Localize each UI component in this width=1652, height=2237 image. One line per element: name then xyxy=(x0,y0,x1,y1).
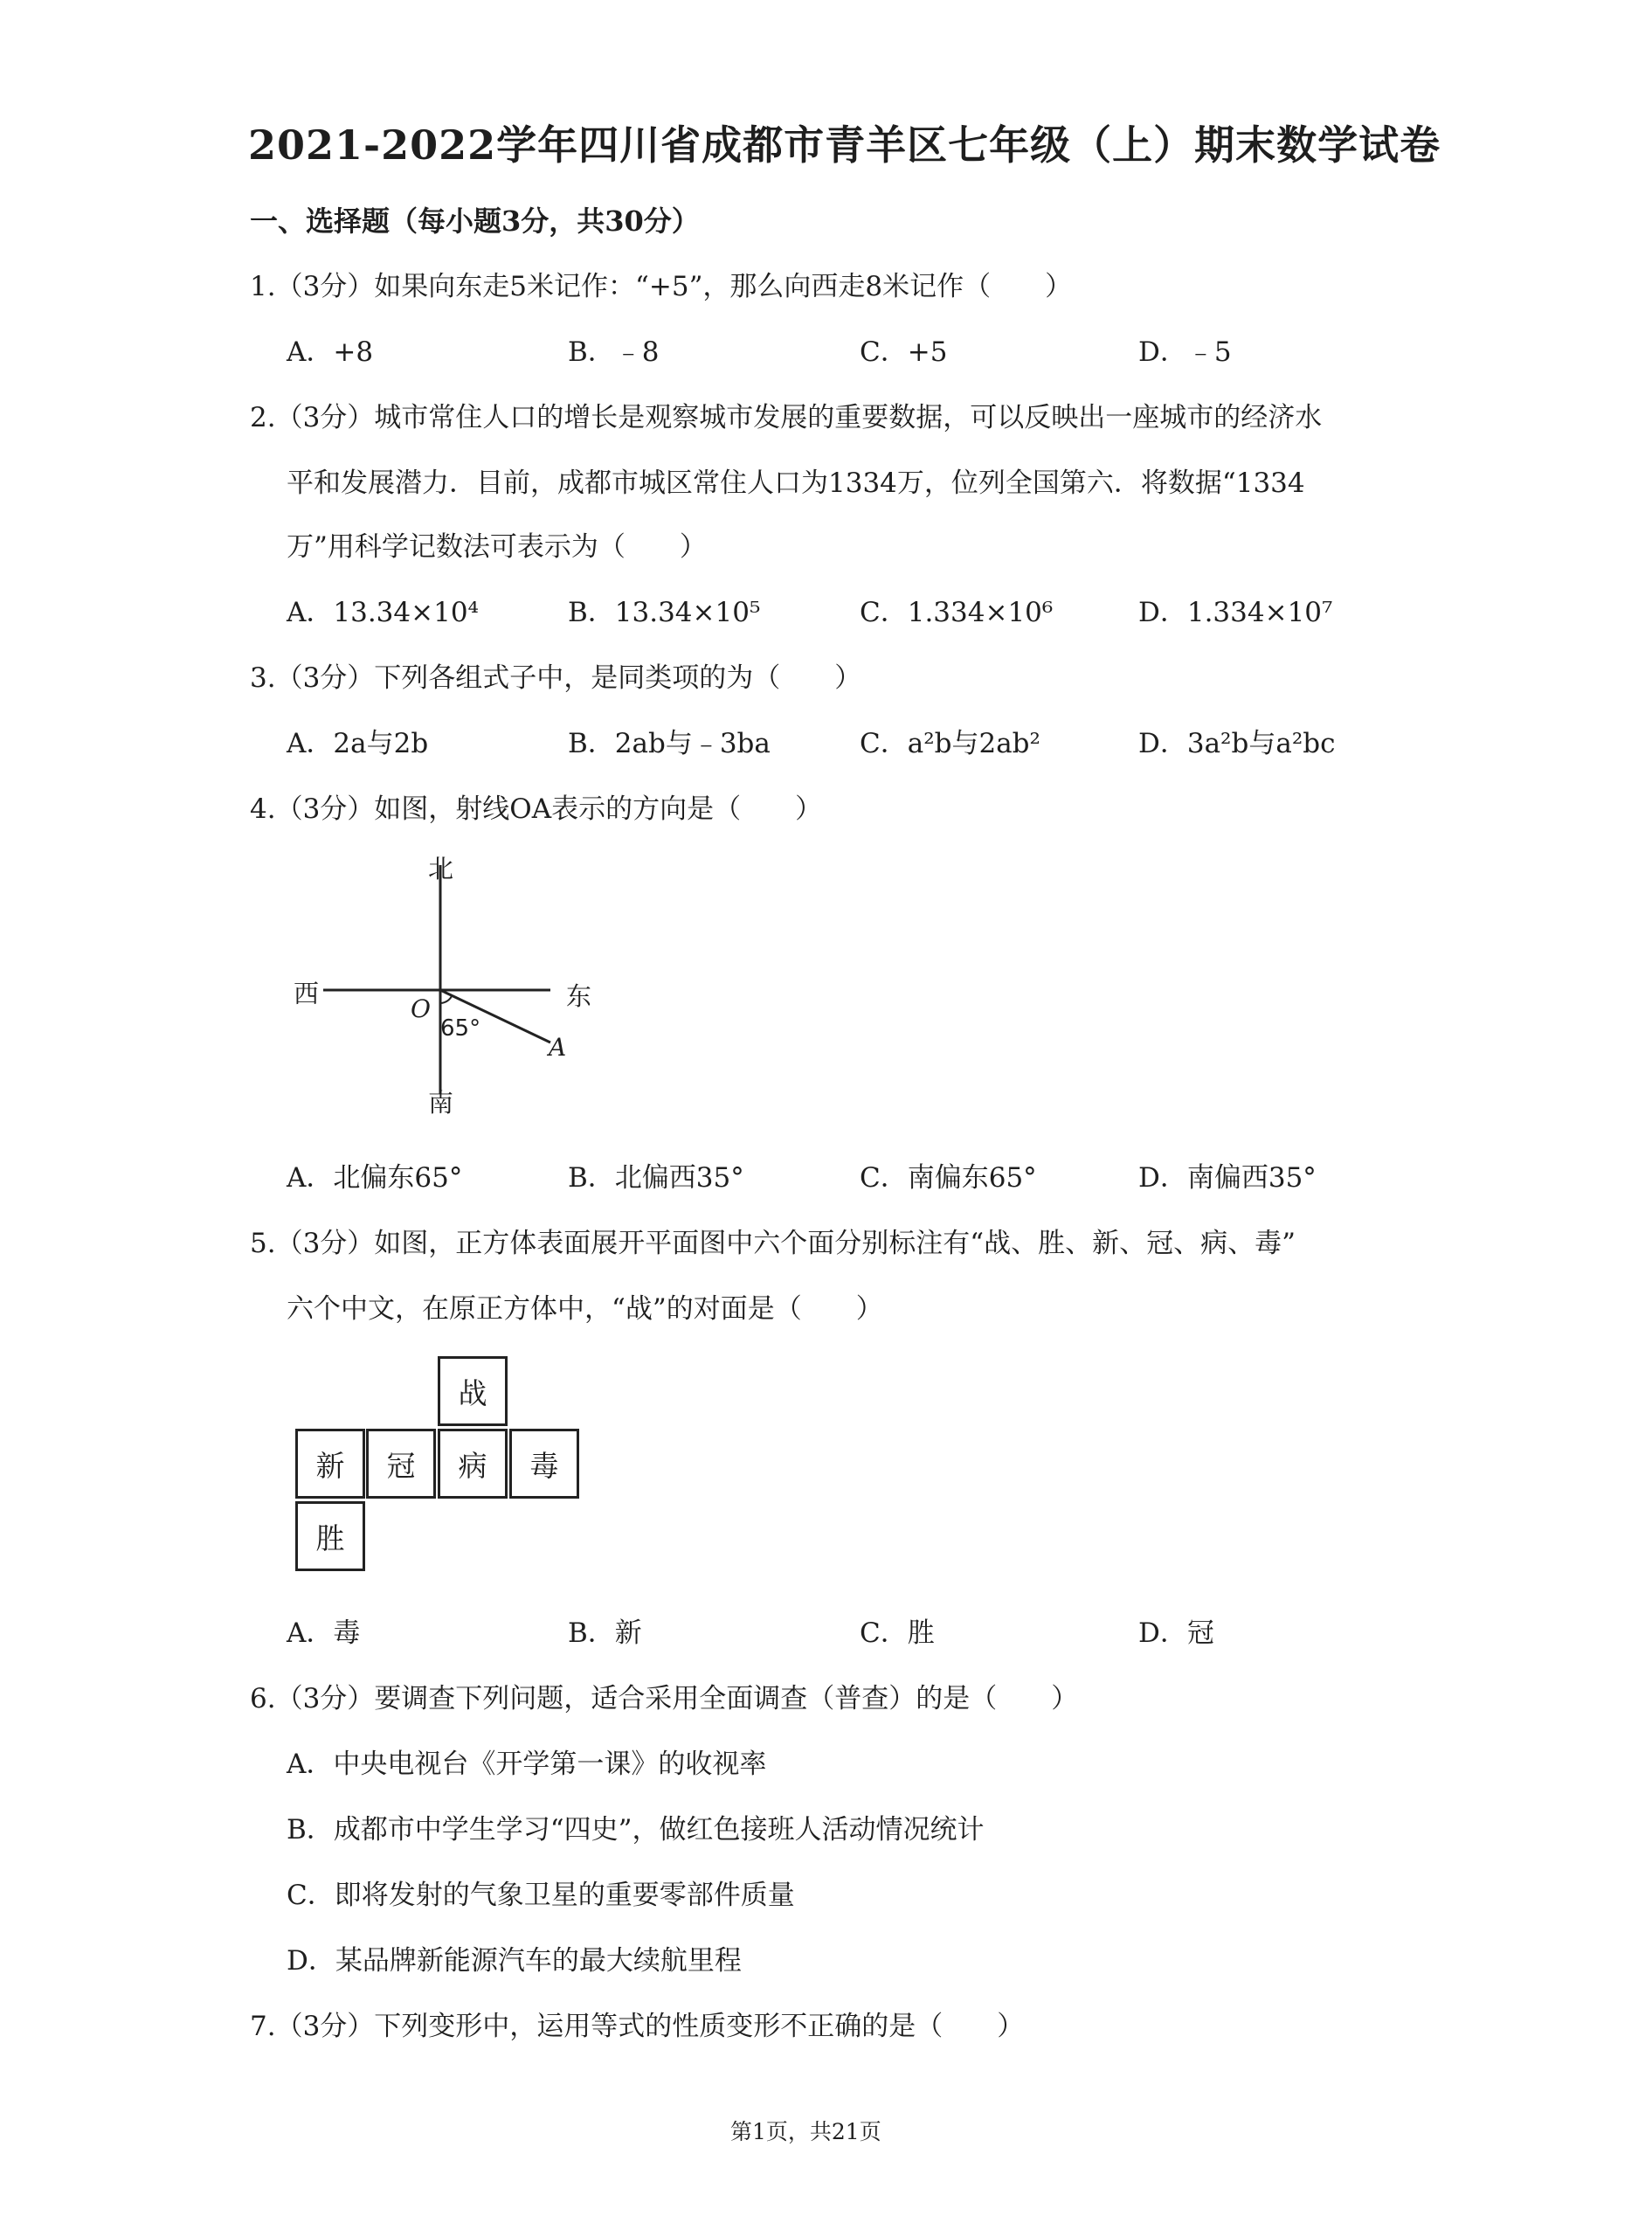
question-3-stem: 3.（3分）下列各组式子中，是同类项的为（ ） xyxy=(250,662,862,694)
question-2-stem-line-2: 平和发展潜力．目前，成都市城区常住人口为1334万，位列全国第六．将数据“1334 xyxy=(287,467,1305,499)
origin-label: O xyxy=(411,994,431,1023)
net-cell-sheng: 胜 xyxy=(295,1501,365,1571)
question-2-stem-line-1: 2.（3分）城市常住人口的增长是观察城市发展的重要数据，可以反映出一座城市的经济水 xyxy=(250,402,1323,433)
q6-option-a: A．中央电视台《开学第一课》的收视率 xyxy=(287,1749,767,1780)
cube-net xyxy=(295,1356,584,1576)
net-cell-zhan: 战 xyxy=(438,1356,508,1426)
q6-option-b: B．成都市中学生学习“四史”，做红色接班人活动情况统计 xyxy=(287,1814,985,1846)
q3-option-b: B．2ab与﹣3ba xyxy=(568,728,771,759)
q4-option-d: D．南偏西35° xyxy=(1138,1162,1317,1194)
q2-option-b: B．13.34×10⁵ xyxy=(568,597,761,628)
q5-option-d: D．冠 xyxy=(1138,1617,1214,1649)
angle-arc xyxy=(440,996,452,1003)
q5-option-c: C．胜 xyxy=(860,1617,935,1649)
page-footer: 第1页，共21页 xyxy=(730,2119,881,2144)
q2-option-a: A．13.34×10⁴ xyxy=(287,597,479,628)
q4-option-a: A．北偏东65° xyxy=(287,1162,463,1194)
q3-option-d: D．3a²b与a²bc xyxy=(1138,728,1336,759)
question-1-stem: 1.（3分）如果向东走5米记作：“+5”，那么向西走8米记作（ ） xyxy=(250,271,1073,302)
north-label: 北 xyxy=(428,854,454,883)
west-label: 西 xyxy=(294,979,320,1008)
east-label: 东 xyxy=(566,981,592,1011)
question-6-stem: 6.（3分）要调查下列问题，适合采用全面调查（普查）的是（ ） xyxy=(250,1683,1079,1714)
page-title: 2021-2022学年四川省成都市青羊区七年级（上）期末数学试卷 xyxy=(248,121,1441,169)
q2-option-d: D．1.334×10⁷ xyxy=(1138,597,1333,628)
q3-option-c: C．a²b与2ab² xyxy=(860,728,1040,759)
q1-option-a: A．+8 xyxy=(287,336,374,368)
q1-option-b: B．﹣8 xyxy=(568,336,660,368)
question-4-stem: 4.（3分）如图，射线OA表示的方向是（ ） xyxy=(250,793,823,825)
q2-option-c: C．1.334×10⁶ xyxy=(860,597,1054,628)
net-cell-xin: 新 xyxy=(295,1429,365,1499)
q4-option-c: C．南偏东65° xyxy=(860,1162,1037,1194)
net-cell-guan: 冠 xyxy=(366,1429,436,1499)
question-7-stem: 7.（3分）下列变形中，运用等式的性质变形不正确的是（ ） xyxy=(250,2011,1025,2042)
q5-option-b: B．新 xyxy=(568,1617,642,1649)
q5-option-a: A．毒 xyxy=(287,1617,361,1649)
south-label: 南 xyxy=(428,1088,454,1118)
net-cell-du: 毒 xyxy=(509,1429,579,1499)
q1-option-c: C．+5 xyxy=(860,336,948,368)
q1-option-d: D．﹣5 xyxy=(1138,336,1232,368)
q4-option-b: B．北偏西35° xyxy=(568,1162,744,1194)
q3-option-a: A．2a与2b xyxy=(287,728,429,759)
question-2-stem-line-3: 万”用科学记数法可表示为（ ） xyxy=(287,531,707,563)
section-heading: 一、选择题（每小题3分，共30分） xyxy=(250,204,700,238)
q6-option-c: C．即将发射的气象卫星的重要零部件质量 xyxy=(287,1880,795,1911)
net-cell-bing: 病 xyxy=(438,1429,508,1499)
question-5-stem-line-2: 六个中文，在原正方体中，“战”的对面是（ ） xyxy=(287,1293,883,1325)
q6-option-d: D．某品牌新能源汽车的最大续航里程 xyxy=(287,1945,742,1977)
angle-label: 65° xyxy=(440,1015,481,1042)
point-a-label: A xyxy=(549,1033,567,1062)
question-5-stem-line-1: 5.（3分）如图，正方体表面展开平面图中六个面分别标注有“战、胜、新、冠、病、毒” xyxy=(250,1228,1296,1259)
